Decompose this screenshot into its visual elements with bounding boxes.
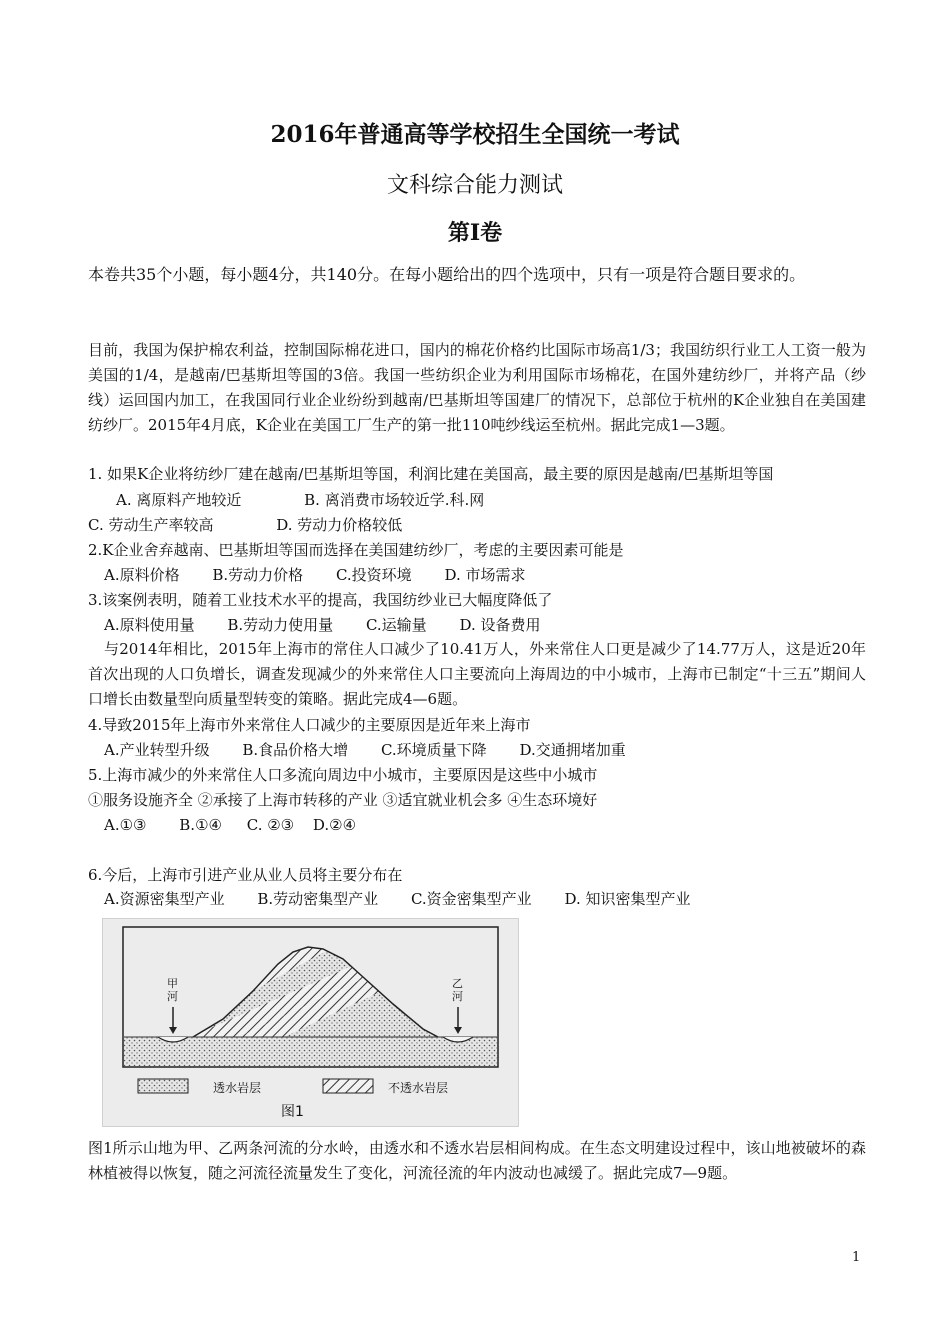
question-6-stem: 6.今后，上海市引进产业从业人员将主要分布在 [88, 866, 403, 884]
option-3c: C.运输量 [365, 616, 427, 634]
passage-textile: 目前，我国为保护棉农利益，控制国际棉花进口，国内的棉花价格约比国际市场高1/3；我国纺织行业工人工资一般为美国的1/4，是越南/巴基斯坦等国的3倍。我国一些纺织企业为利用国际市场棉花，在国外建纺纱厂，并将产品（纱线）运回国内加工，在我国同行业企业纷纷到越南/巴基斯坦等国建厂的情况下，总部位于杭州的K企业独自在美国建纺纱厂。2015年4月底，K企业在美国工厂生产的第一批110吨纱线运至杭州。据此完成1—3题。 [88, 341, 866, 434]
option-5a: A.①③ [104, 816, 147, 834]
question-2-options [104, 564, 554, 586]
question-3-stem: 3.该案例表明，随着工业技术水平的提高，我国纺纱业已大幅度降低了 [88, 591, 553, 609]
exam-subtitle: 文科综合能力测试 [386, 173, 563, 198]
figure-label: 图1 [281, 1104, 304, 1120]
question-4-options [104, 739, 654, 761]
option-3d: D. 设备费用 [459, 616, 541, 634]
legend-permeable-swatch [138, 1079, 188, 1093]
option-6a: A.资源密集型产业 [104, 890, 225, 908]
figure-1 [102, 918, 519, 1127]
option-5c: C. ②③ [246, 816, 295, 834]
option-2c: C.投资环境 [335, 566, 412, 584]
question-5-options [104, 814, 384, 836]
question-5-items: ①服务设施齐全 ②承接了上海市转移的产业 ③适宜就业机会多 ④生态环境好 [88, 791, 598, 809]
legend-permeable-label: 透水岩层 [213, 1081, 262, 1095]
option-2d: D. 市场需求 [444, 566, 526, 584]
option-2b: B.劳动力价格 [212, 566, 304, 584]
option-1b: B. 离消费市场较近学.科.网 [304, 491, 485, 509]
option-1a: A. 离原料产地较近 [116, 491, 242, 509]
option-2a: A.原料价格 [104, 566, 180, 584]
river-b-label: 乙河 [452, 977, 463, 1003]
section-title: 第Ⅰ卷 [447, 220, 503, 246]
option-1c: C. 劳动生产率较高 [88, 516, 214, 534]
mountain-layers [103, 919, 493, 1049]
figure-caption: 图1所示山地为甲、乙两条河流的分水岭，由透水和不透水岩层相间构成。在生态文明建设过程中，该山地被破坏的森林植被得以恢复，随之河流径流量发生了变化，河流径流的年内波动也减缓了。据此完成7—9题。 [88, 1139, 866, 1182]
option-6b: B.劳动密集型产业 [257, 890, 379, 908]
option-4c: C.环境质量下降 [380, 741, 487, 759]
option-3b: B.劳动力使用量 [227, 616, 334, 634]
option-6d: D. 知识密集型产业 [564, 890, 691, 908]
option-4d: D.交通拥堵加重 [519, 741, 626, 759]
option-3a: A.原料使用量 [104, 616, 195, 634]
option-1d: D. 劳动力价格较低 [276, 516, 403, 534]
option-4a: A.产业转型升级 [104, 741, 210, 759]
passage-shanghai: 与2014年相比，2015年上海市的常住人口减少了10.41万人，外来常住人口更是减少了14.77万人，这是近20年首次出现的人口负增长，调查发现减少的外来常住人口主要流向上海周边的中小城市，上海市已制定“十三五”期间人口增长由数量型向质量型转变的策略。据此完成4—6题。 [88, 640, 866, 708]
question-6-options [104, 888, 719, 910]
question-4-stem: 4.导致2015年上海市外来常住人口减少的主要原因是近年来上海市 [88, 716, 531, 734]
option-5b: B.①④ [179, 816, 222, 834]
question-1-options-ab [116, 489, 512, 511]
option-5d: D.②④ [312, 816, 357, 834]
question-5-stem: 5.上海市减少的外来常住人口多流向周边中小城市，主要原因是这些中小城市 [88, 766, 598, 784]
page-number: 1 [852, 1250, 861, 1265]
question-2-stem: 2.K企业舍弃越南、巴基斯坦等国而选择在美国建纺纱厂，考虑的主要因素可能是 [88, 541, 624, 559]
exam-title: 2016年普通高等学校招生全国统一考试 [270, 121, 680, 148]
river-a-label: 甲河 [167, 977, 178, 1003]
legend-impermeable-swatch [323, 1079, 373, 1093]
legend-impermeable-label: 不透水岩层 [388, 1081, 449, 1095]
question-1-stem: 1. 如果K企业将纺纱厂建在越南/巴基斯坦等国，利润比建在美国高，最主要的原因是越南/巴基斯坦等国 [88, 465, 774, 483]
question-1-options-cd [88, 514, 430, 536]
option-4b: B.食品价格大增 [242, 741, 349, 759]
instructions: 本卷共35个小题，每小题4分，共140分。在每小题给出的四个选项中，只有一项是符合题目要求的。 [88, 265, 806, 284]
option-6c: C.资金密集型产业 [410, 890, 532, 908]
question-3-options [104, 614, 569, 636]
cross-section-diagram [103, 919, 518, 1126]
